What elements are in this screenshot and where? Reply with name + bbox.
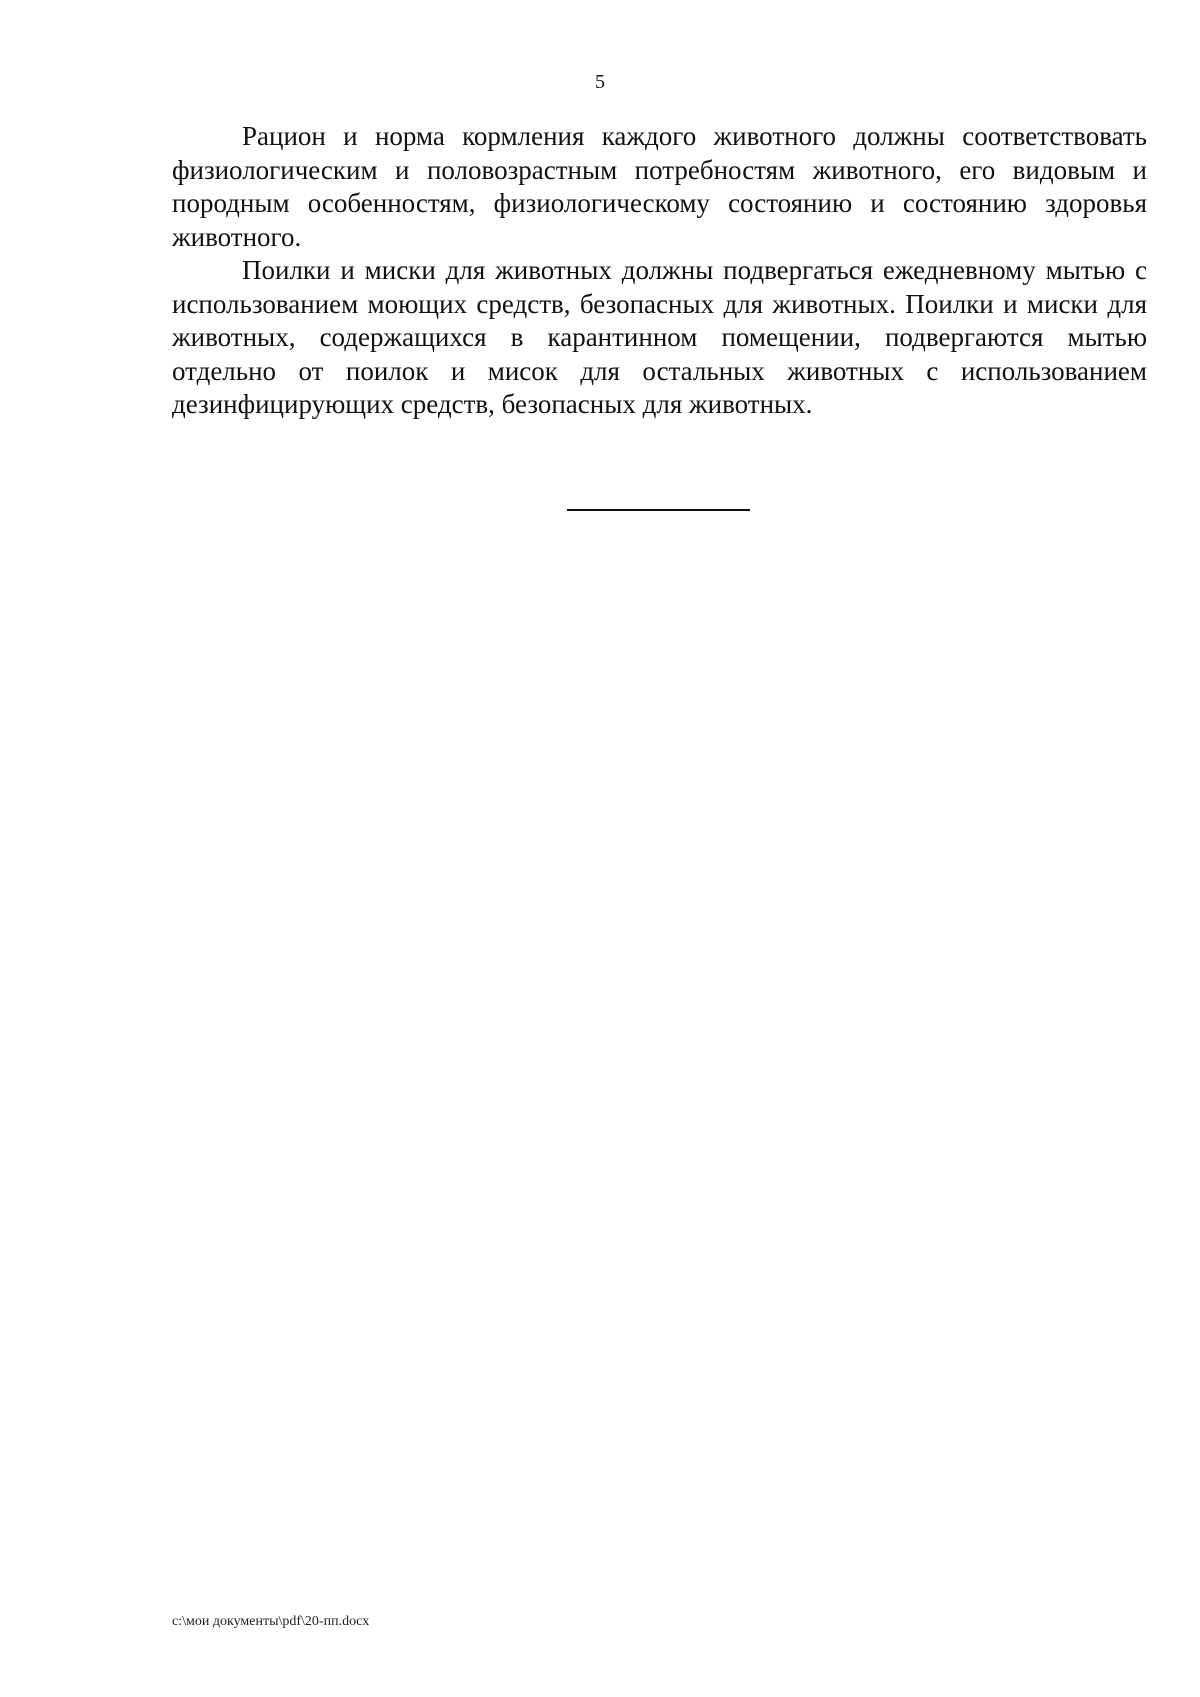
end-of-text-separator [567,509,750,511]
footer-file-path: c:\мои документы\pdf\20-пп.docx [172,1614,370,1629]
page-number: 5 [595,71,605,93]
document-body [172,120,1147,422]
paragraph-bowls-washing: Поилки и миски для животных должны подвергаться ежедневному мытью с использованием моющих средств, безопасных для животных. Поилки и миски для животных, содержащихся в карантинном помещении, подвергаются мытью отдельно от поилок и мисок для остальных животных с использованием дезинфицирующих средств, безопасных для животных. [172,255,1147,419]
paragraph-feeding-ration: Рацион и норма кормления каждого животного должны соответствовать физиологическим и половозрастным потребностям животного, его видовым и породным особенностям, физиологическому состоянию и состоянию здоровья животного. [172,121,1147,252]
